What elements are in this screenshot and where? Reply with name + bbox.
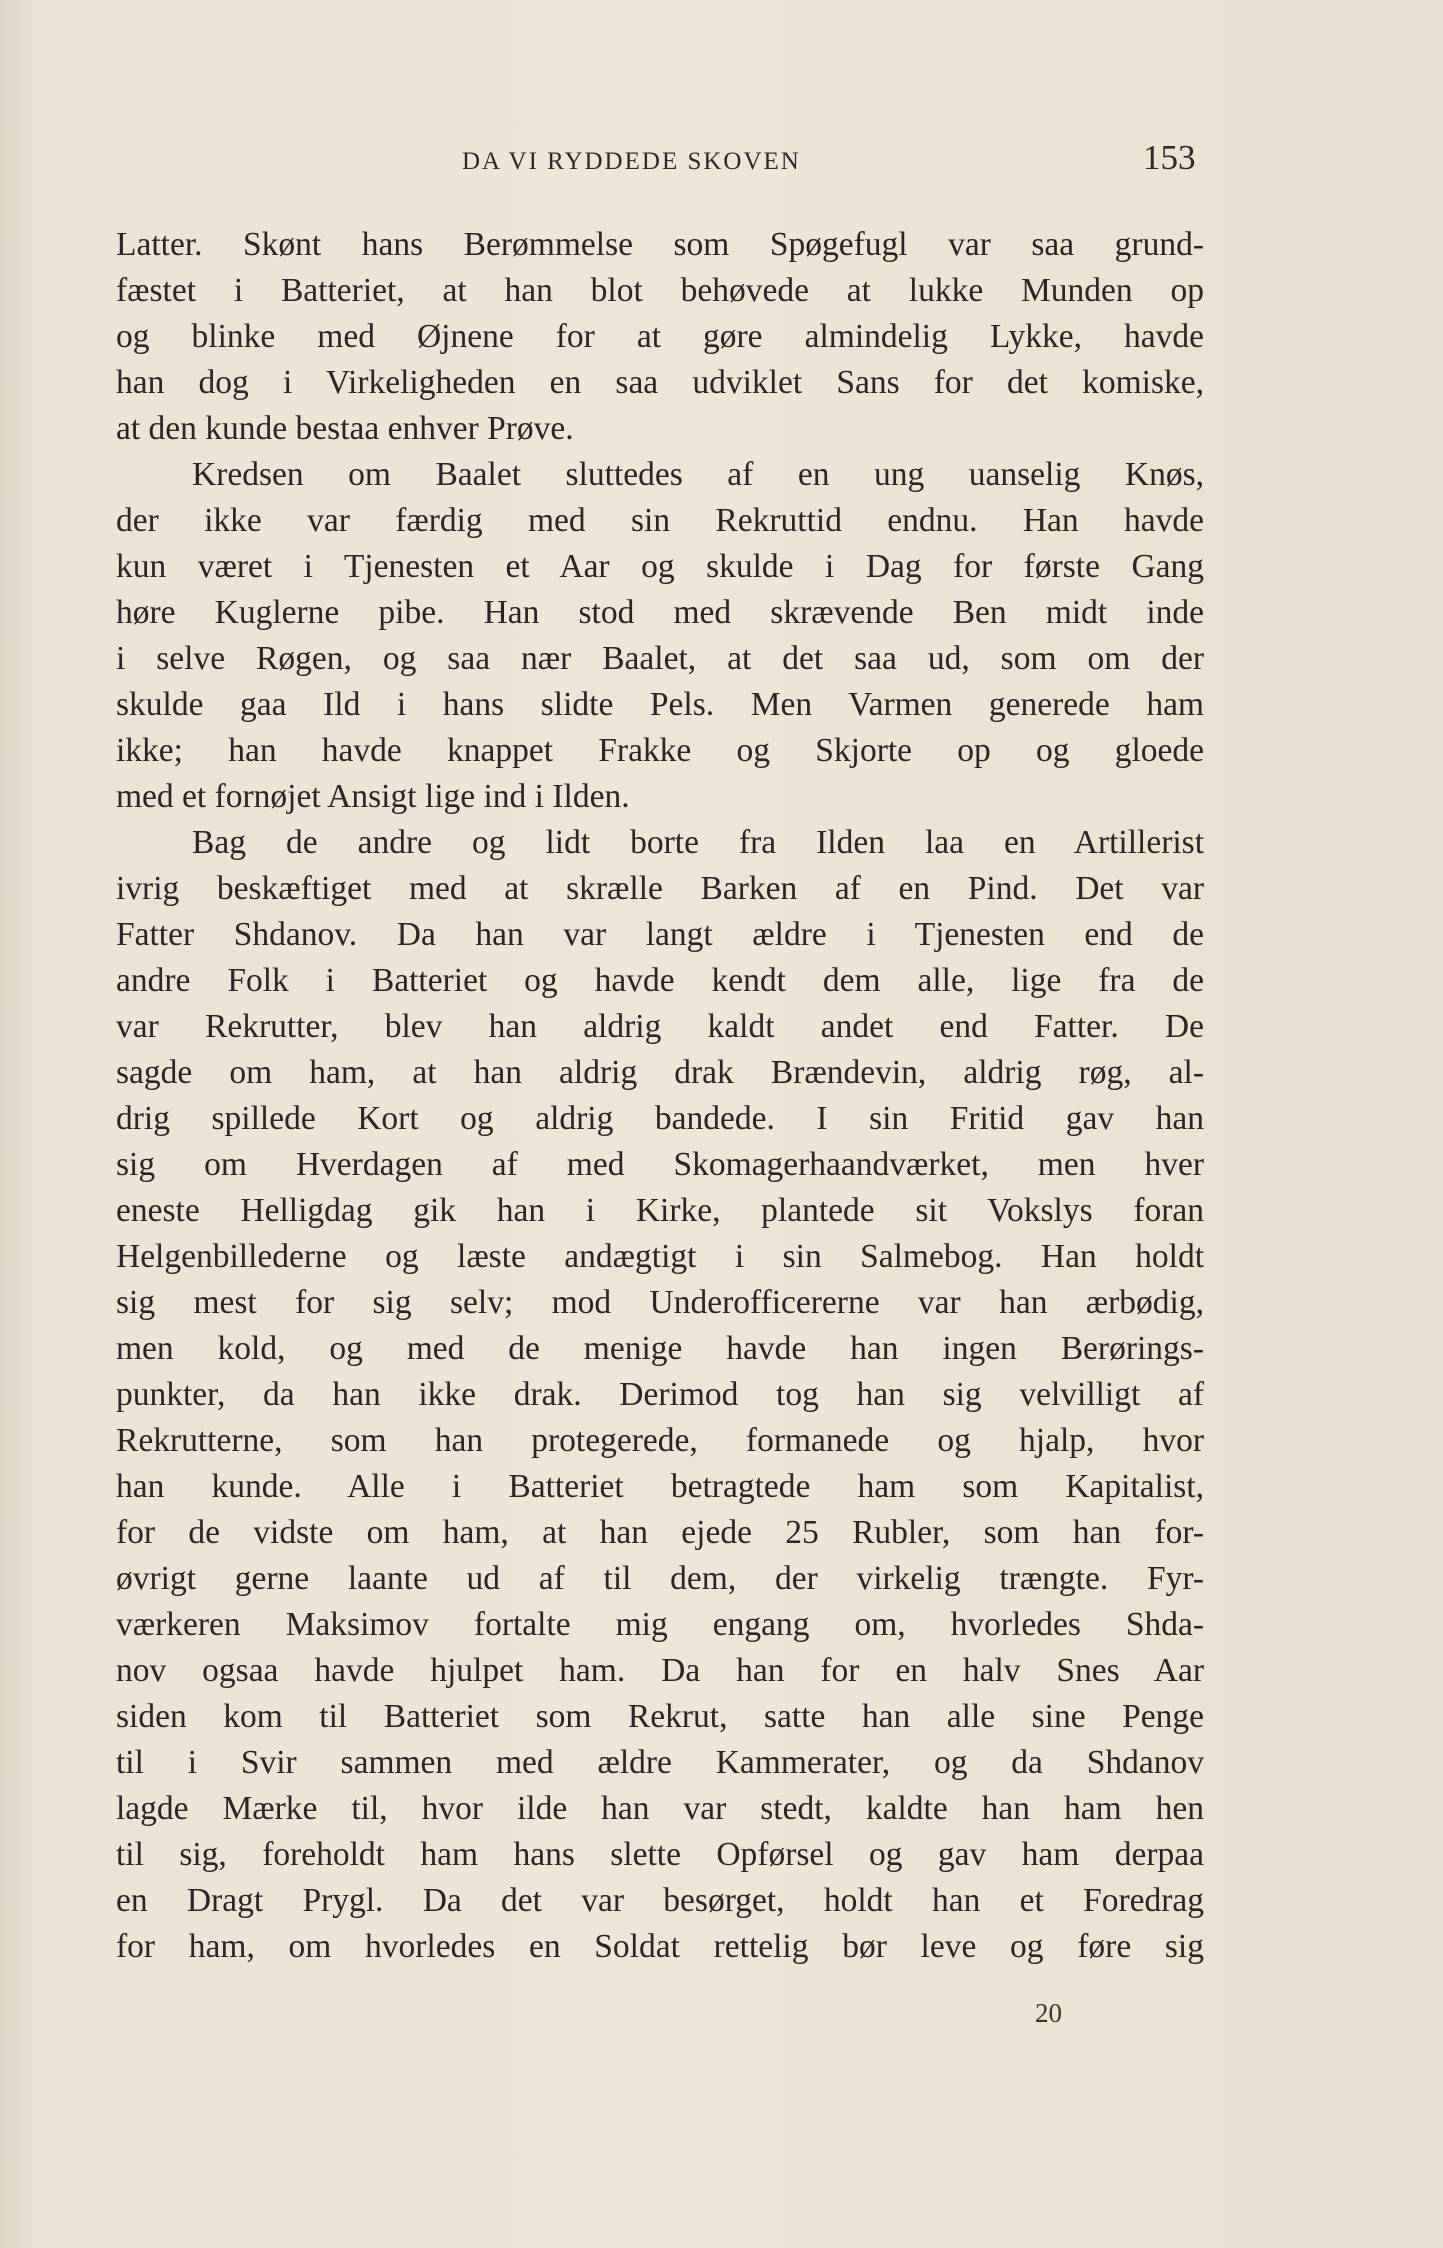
text-line: kun været i Tjenesten et Aar og skulde i Dag for første Gang [116,548,1204,585]
text-line: Latter. Skønt hans Berømmelse som Spøgefugl var saa grund- [116,226,1204,263]
text-line: en Dragt Prygl. Da det var besørget, holdt han et Foredrag [116,1882,1204,1919]
text-line: Kredsen om Baalet sluttedes af en ung uanselig Knøs, [192,456,1204,493]
text-line: sig mest for sig selv; mod Underofficererne var han ærbødig, [116,1284,1204,1321]
text-line: ikke; han havde knappet Frakke og Skjorte op og gloede [116,732,1204,769]
text-line: Fatter Shdanov. Da han var langt ældre i Tjenesten end de [116,916,1204,953]
text-line: øvrigt gerne laante ud af til dem, der virkelig trængte. Fyr- [116,1560,1204,1597]
signature-mark: 20 [1035,1998,1062,2028]
text-line: ivrig beskæftiget med at skrælle Barken af en Pind. Det var [116,870,1204,907]
running-title: DA VI RYDDEDE SKOVEN [462,148,801,175]
text-line: andre Folk i Batteriet og havde kendt dem alle, lige fra de [116,962,1204,999]
text-line: Helgenbillederne og læste andægtigt i sin Salmebog. Han holdt [116,1238,1204,1275]
text-line: sagde om ham, at han aldrig drak Brændevin, aldrig røg, al- [116,1054,1204,1091]
text-line: fæstet i Batteriet, at han blot behøvede at lukke Munden op [116,272,1204,309]
text-line: med et fornøjet Ansigt lige ind i Ilden. [116,778,630,815]
text-line: nov ogsaa havde hjulpet ham. Da han for en halv Snes Aar [116,1652,1204,1689]
text-line: lagde Mærke til, hvor ilde han var stedt, kaldte han ham hen [116,1790,1204,1827]
body-text [116,222,1204,1970]
text-line: at den kunde bestaa enhver Prøve. [116,410,574,447]
text-line: i selve Røgen, og saa nær Baalet, at det saa ud, som om der [116,640,1204,677]
text-line: Rekrutterne, som han protegerede, formanede og hjalp, hvor [116,1422,1204,1459]
text-line: punkter, da han ikke drak. Derimod tog han sig velvilligt af [116,1376,1204,1413]
text-line: drig spillede Kort og aldrig bandede. I sin Fritid gav han [116,1100,1204,1137]
page-number: 153 [1143,138,1196,177]
text-line: værkeren Maksimov fortalte mig engang om, hvorledes Shda- [116,1606,1204,1643]
text-line: høre Kuglerne pibe. Han stod med skrævende Ben midt inde [116,594,1204,631]
text-line: han kunde. Alle i Batteriet betragtede ham som Kapitalist, [116,1468,1204,1505]
text-line: eneste Helligdag gik han i Kirke, plantede sit Vokslys foran [116,1192,1204,1229]
text-line: for de vidste om ham, at han ejede 25 Rubler, som han for- [116,1514,1204,1551]
text-line: Bag de andre og lidt borte fra Ilden laa en Artillerist [192,824,1204,861]
text-line: men kold, og med de menige havde han ingen Berørings- [116,1330,1204,1367]
text-line: han dog i Virkeligheden en saa udviklet Sans for det komiske, [116,364,1204,401]
text-line: og blinke med Øjnene for at gøre almindelig Lykke, havde [116,318,1204,355]
text-line: der ikke var færdig med sin Rekruttid endnu. Han havde [116,502,1204,539]
text-line: skulde gaa Ild i hans slidte Pels. Men Varmen generede ham [116,686,1204,723]
text-line: til sig, foreholdt ham hans slette Opførsel og gav ham derpaa [116,1836,1204,1873]
text-line: siden kom til Batteriet som Rekrut, satte han alle sine Penge [116,1698,1204,1735]
text-line: til i Svir sammen med ældre Kammerater, og da Shdanov [116,1744,1204,1781]
text-line: var Rekrutter, blev han aldrig kaldt andet end Fatter. De [116,1008,1204,1045]
text-line: sig om Hverdagen af med Skomagerhaandværket, men hver [116,1146,1204,1183]
text-line: for ham, om hvorledes en Soldat rettelig bør leve og føre sig [116,1928,1204,1965]
